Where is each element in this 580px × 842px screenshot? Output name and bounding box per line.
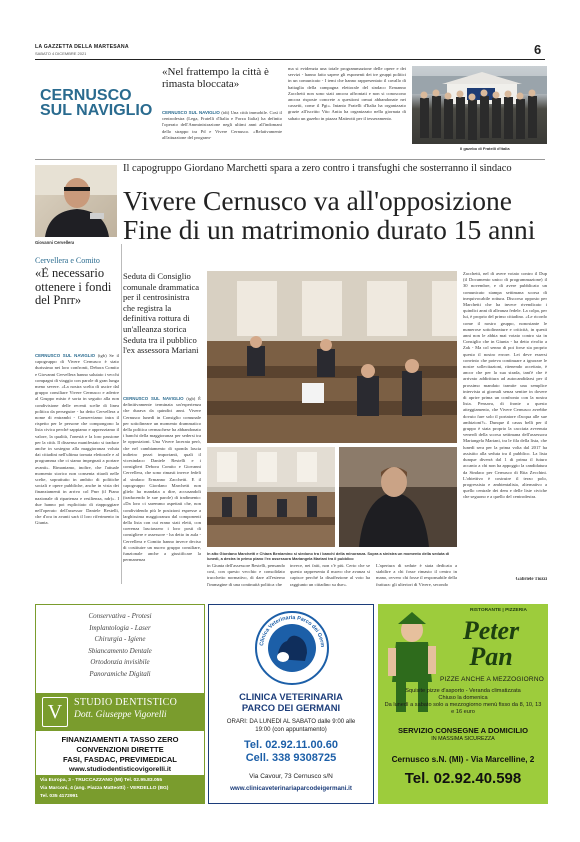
dental-service: Chirurgia - Igiene <box>94 635 146 643</box>
portrait-illustration <box>35 165 117 237</box>
dental-banner <box>36 693 204 731</box>
dental-addresses <box>36 775 204 803</box>
vet-arc-text: Clinica Veterinaria Parco dei Germ <box>259 614 326 648</box>
main-summary: Seduta di Consiglio comunale drammatica per il centrosinistra che registra la definitiva rottura di un'alleanza storica Seduta tra il pubblico l'ex assessora Mariani <box>123 271 200 356</box>
main-body-kicker: CERNUSCO SUL NAVIGLIO <box>123 396 184 401</box>
section-line1: CERNUSCO <box>40 88 132 104</box>
dental-service: Implantologia - Laser <box>89 623 151 632</box>
main-body-col1 <box>123 396 201 586</box>
dental-service: Sbiancamento Dentale <box>88 646 152 655</box>
vet-title <box>209 691 373 713</box>
main-body-col1-text: (tgb) È definitivamente terminata un'esperienza che durava da quindici anni. Vivere Cernusco lunedì in Consiglio comunale per sottolineare un momento drammatico della politica cernuschese ha abbandonato i banchi della maggioranza per sedersi tra le opposizioni. Una Vivere lacerata però, che nel cambiamento di sponda lascia indietro pezzi importanti, quali il vicesindaco Daniele Restelli e i consiglieri Debora Comito e Giovanni Cervellera, che sono rimasti invece fedeli al sindaco Ermanno Zacchetti. E il capogruppo Giordano Marchetti non glielo ha mandata a dire, accusandoli (traducendo le sue parole) di tradimento: «Da loro ci saremmo aspettati che, non condividendo più le posizioni espresse a larghissima maggioranza dal componenti della lista con cui erano stati eletti, con coerenza lasciassero i loro posti di consigliere e assessore - ha detto in aula - Cervellera e Comito hanno invece deciso di costituire un nuovo gruppo consiliare, funzionale anche a giustificare la permanenza <box>123 396 201 563</box>
top-story-col2: ma si evidenzia una totale programmazione delle opere e dei servizi - hanno fatto sapere gli esponenti dei tre gruppi politici in un comunicato - I temi che hanno rappresentato il cavallo di battaglia della campagna elettorale del sindaco Ermanno Zacchetti non sono stati ancora affrontati e non si conoscono ancora risposte concrete a questioni ormai abbandonate nei cassetti, come il Pgt». Intanto Fratelli d'Italia ha organizzato grazie all'iscritto Vito Antia ha organizzato nella giornata di sabato un gazebo in piazza Matteotti per il tesseramento. <box>288 66 406 121</box>
dental-studio-name: STUDIO DENTISTICO <box>74 697 178 708</box>
pizza-details <box>384 688 542 716</box>
dental-service: Panoramiche Digitali <box>89 669 151 678</box>
dental-ad <box>35 604 205 804</box>
council-photo-bottom-left <box>207 447 335 547</box>
main-body-right: Zacchetti, nel di avere votato contro il Dup (il Documento unico di programmazione) il 30 novembre, e di avere pubblicato un comunicato stampa settimana scorsa di inequivocabile rottura. Discorso opposto per Marchetti che ha invece rivendicato i quindici anni di alleanza fedele. La colpa, per lui, è proprio del primo cittadino. «Le ricordo come il nostro gruppo, nonostante le numerose sottolineature e criticità, in questi anni non le abbia mai votato contro sia in Consiglio che in Giunta - ha detto rivolto a Zak - Ma col senno di poi forse sia proprio questo il nostro errore. Lei deve essersi convinto che poteva continuare a ignorare le nostre sollecitazioni, ritenendo accettato, è ancor che per la sua strada, tant'è che è arrivato addirittura ad autocandidarsi per il prossimo mandato tramite una semplice intervista ai giornali senza sentire in dovere di aprire prima un confronto con la nostra lista. Pensava, di fronte a questo atteggiamento, che Vivere Cernusco avrebbe dovuto fare solo il portatore d'acqua alle sue ambizioni?». Dunque il casus belli per il gruppo è stata proprio la cacciata avvenuta venerdì della scorsa settimana dell'assessora Mariangela Mariani, tra le fila della lista, che lunedì sera per la prima volta dal 2017 ha assistito alla seduta tra il pubblico. La lista dunque diverrà dal 1 di prima il futuro accanto a chi non ha appoggio la candidatura da Sindaco per Cernusco di Rita Zecchini. L'obiettivo è costruire il terzo polo, progressista e ambientalista, alternativo a quello centrale dei dem e delle liste civiche che seguono e a quello del centrodestra. <box>463 271 547 500</box>
page-number: 6 <box>534 42 542 57</box>
section-line2: SUL NAVIGLIO <box>40 102 153 118</box>
dental-address-3: Tel. 035 4172991 <box>40 793 78 799</box>
section-rule <box>35 159 545 160</box>
top-story-lead-text: (tdt) Una città immobile. Così il centrodestra (Lega, Fratelli d'Italia e Forza Italia) ha definito l'operato dell'Amministrazione negli ultimi anni all'indomani dello strappo tra Pd e Vivere Cernusco. «Relativamente all'attuazione del program- <box>162 110 282 140</box>
council-illustration-left <box>207 447 335 547</box>
pizza-line1: PIZZE ANCHE A MEZZOGIORNO <box>440 676 544 683</box>
vet-phones <box>209 739 373 765</box>
pizza-name-1: Peter <box>462 618 520 645</box>
pizza-safety: IN MASSIMA SICUREZZA <box>431 736 495 742</box>
council-photo-top <box>207 271 457 443</box>
dental-finance <box>36 735 204 775</box>
main-photo-caption: In alto Giordano Marchetti e Chiara Beniamino si siedono tra i banchi della minoranza. Sopra a sinistra un momento della seduta di lunedì, a destra in primo piano l'ex assessora Mariangela Mariani tra il pubblico <box>207 551 450 561</box>
dental-services <box>36 605 204 693</box>
main-headline-line2: Fine di un matrimonio durato 15 anni <box>123 214 536 244</box>
top-story-lead <box>162 110 282 156</box>
council-illustration-right <box>339 447 457 547</box>
main-kicker: Il capogruppo Giordano Marchetti spara a zero contro i transfughi che sosterranno il sindaco <box>123 163 512 174</box>
dental-finance-3: FASI, FASDAC, PREVIMEDICAL <box>63 755 177 764</box>
dental-address-2: Via Marconi, 4 (ang. Piazza Matteotti) - VERDELLO (BG) <box>40 785 169 791</box>
dental-finance-1: FINANZIAMENTI A TASSO ZERO <box>61 735 179 744</box>
sidebar-kicker: Cervellera e Comito <box>35 256 100 265</box>
dental-service: Conservativa - Protesi <box>88 612 152 620</box>
main-body-col2: in Giunta dell'assessore Restelli, pensando così, con questo vecchio e consolidato trucchetto normativo, di dare all'esterno l'immagine di una continuità politica che <box>207 563 285 587</box>
dental-finance-2: CONVENZIONI DIRETTE <box>76 745 164 754</box>
issue-date: SABATO 4 DICEMBRE 2021 <box>35 51 87 56</box>
gazebo-caption: Il gazebo di Fratelli d'Italia <box>460 146 510 151</box>
sidebar-photo-caption: Giovanni Cervellera <box>35 240 75 245</box>
vet-logo-icon <box>253 609 331 687</box>
vet-hours: ORARI: DA LUNEDÌ AL SABATO dalle 9:00 alle 19:00 (con appuntamento) <box>226 718 356 733</box>
section-title <box>40 88 160 118</box>
pizza-name-2: Pan <box>469 642 513 670</box>
gazebo-illustration <box>412 66 547 144</box>
main-body-col4: L'apertura di sedute è stata dedicata a stabilire a chi fosse rimasto il centro in mano, ovvero chi fosse il responsabile della frattura: gli ulteriori di Vivere, secondo <box>376 563 457 587</box>
header-rule <box>35 59 545 60</box>
top-story-headline: «Nel frattempo la città è rimasta bloccata» <box>162 66 269 90</box>
pizza-tel[interactable]: Tel. 02.92.40.598 <box>404 770 522 787</box>
tooth-logo-icon: V <box>42 697 68 727</box>
vet-cell[interactable]: Cell. 338 9308725 <box>245 752 337 764</box>
dental-website[interactable]: www.studiodentisticovigorelli.it <box>68 766 172 773</box>
vet-address: Via Cavour, 73 Cernusco s/N <box>249 773 333 780</box>
sidebar-body-text: (tgb) Se il capogruppo di Vivere Cernusco è stato durissimo nei loro confronti, Debora Comito e Giovanni Cervellera hanno salutato i vecchi compagni di viaggio con parole di gran lunga meno severe. «La nostra scelta di uscire dal gruppo consiliare Vivere Cernusco e aderire al Gruppo misto è sorta in seguito alla non condivisione delle recenti scelte di linea politica da perseguire - ha detto Cervellera a nome di entrambi - Conserviamo intra il rispetto per le persone che compongono la lista civica perché sappiamo e apprezziamo il valore, la qualità, l'onestà e la loro passione per la città. Il dissenso manifestato si traduce anche in sostegno alla maggioranza voluta dai cittadini nell'ultima tornata elettorale e al programma che ci siamo impegnati a portare avanti». Rimaniamo, inoltre, che l'attuale momento storico non consenta ritardi nelle scelte, soprattutto in ambito di politiche sociali e opere pubbliche, anche in vista dei finanziamenti in arrivo col Pnrr (il Piano nazionale di ripartenza e resilienza, ndr)». I due hanno poi esplicitato di riappoggiare nell'operato dell'assessor Daniele Restelli, che d'ora in avanti sarà il loro riferimento in Giunta. <box>35 353 119 526</box>
vet-title-1: CLINICA VETERINARIA <box>239 691 343 702</box>
dental-address-1: Via Europa, 3 - TRUCCAZZANO (MI) Tel. 02.95.83.055 <box>40 778 163 783</box>
pizza-line3: Chiuso la domenica <box>438 695 488 701</box>
gazebo-photo <box>412 66 547 144</box>
council-illustration-top <box>207 271 457 443</box>
vet-tel[interactable]: Tel. 02.92.11.00.60 <box>244 739 338 751</box>
pizza-delivery: SERVIZIO CONSEGNE A DOMICILIO <box>397 726 529 735</box>
pizza-ad <box>378 604 548 804</box>
main-headline-line1: Vivere Cernusco va all'opposizione <box>123 186 512 216</box>
sidebar-body <box>35 353 119 585</box>
pizza-name <box>436 618 546 670</box>
pizza-line2: Squisite pizze d'asporto - Veranda climatizzata <box>405 688 521 694</box>
sidebar-body-kicker: CERNUSCO SUL NAVIGLIO <box>35 353 96 358</box>
pizza-line4: Da lunedì a sabato solo a mezzogiorno menù fisso da 8, 10, 13 e 16 euro <box>384 702 542 715</box>
cervellera-photo <box>35 165 117 237</box>
top-story-kicker: CERNUSCO SUL NAVIGLIO <box>162 110 220 115</box>
vet-website[interactable]: www.clinicaveterinariaparcodeigermani.it <box>230 785 352 792</box>
dental-service: Ortodonzia invisibile <box>90 658 150 666</box>
sidebar-headline: «È necessario ottenere i fondi del Pnrr» <box>35 267 112 307</box>
byline: Gabriele Tiozzi <box>515 577 547 582</box>
main-body-col3: invece, nei fatti, non c'è più. Certo che se questo rappresenta il nuovo che avanza si capisce perché la disaffezione al voto ha raggiunto un cittadino su due». <box>290 563 370 587</box>
vet-ad <box>208 604 374 804</box>
pizza-address: Cernusco s.N. (MI) - Via Marcelline, 2 <box>391 755 535 764</box>
pizza-top: RISTORANTE | PIZZERIA <box>470 608 527 613</box>
sidebar-divider <box>121 244 122 584</box>
newspaper-name: LA GAZZETTA DELLA MARTESANA <box>35 44 129 50</box>
council-photo-bottom-right <box>339 447 457 547</box>
dental-doctor-name: Dott. Giuseppe Vigorelli <box>74 710 167 720</box>
vet-title-2: PARCO DEI GERMANI <box>241 702 341 713</box>
main-headline <box>123 186 553 244</box>
